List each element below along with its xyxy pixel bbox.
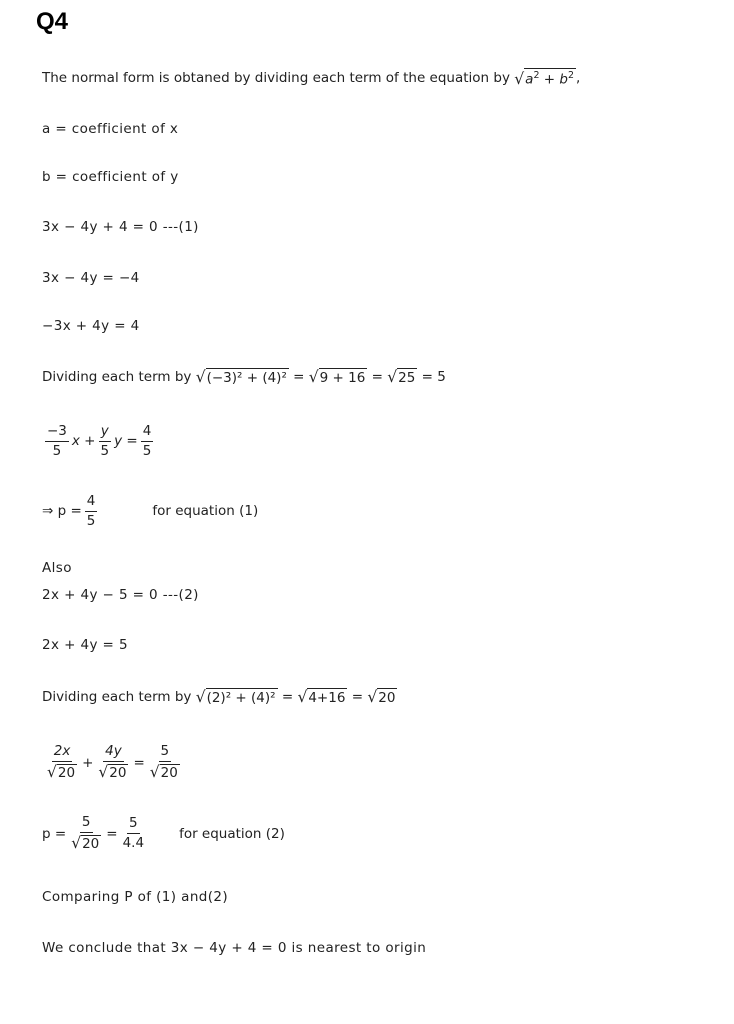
definition-a: a = coefficient of x — [42, 121, 179, 137]
p-value-1 — [42, 494, 258, 529]
divide-2-equals-a: = — [281, 689, 294, 705]
p-lhs: ⇒ p = — [42, 503, 82, 520]
divide-2-radicand-2: 4+16 — [308, 690, 346, 706]
y-term: y = — [114, 433, 138, 450]
divide-1-equals-a: = — [293, 369, 305, 385]
divide-1-equals-b: = — [371, 369, 383, 385]
intro-sqrt: √ $a^2 + b^2$ — [514, 69, 574, 88]
equation-1-step-3: −3x + 4y = 4 — [42, 318, 140, 334]
fraction-numerator: y — [99, 424, 111, 442]
p-note: for equation (2) — [179, 825, 285, 842]
equation-1-step-2: 3x − 4y = −4 — [42, 270, 140, 286]
intro-text: The normal form is obtaned by dividing each term of the equation by — [42, 69, 510, 86]
divide-1-sqrt-b: √ 9 + 16 — [308, 368, 366, 387]
divide-1-radicand-2: 9 + 16 — [319, 370, 366, 386]
fraction-4-over-5 — [85, 494, 98, 529]
divide-2-sqrt-b: √ 4+16 — [297, 688, 346, 707]
divide-1-sqrt-c: √ 25 — [387, 368, 416, 387]
divide-2-equals-b: = — [351, 689, 364, 705]
divide-2-radicand-3: 20 — [378, 690, 396, 706]
divide-1-radicand-3: 25 — [398, 370, 416, 386]
also-label: Also — [42, 560, 72, 576]
fraction-denominator: 5 — [52, 442, 62, 459]
fraction-denominator: 4.4 — [122, 835, 145, 851]
divide-2-radicand: (2)² + (4)² — [206, 690, 276, 706]
fraction-denominator: 20 — [160, 764, 178, 781]
intro-tail: , — [575, 69, 581, 86]
fraction-numerator: 2x — [52, 744, 73, 762]
p-lhs: p = — [42, 825, 67, 842]
intro-line — [42, 68, 580, 88]
fraction-4y-over-sqrt20: 4y √ 20 — [98, 743, 127, 782]
equation-1: 3x − 4y + 4 = 0 ---(1) — [42, 219, 199, 235]
divide-line-1 — [42, 368, 446, 386]
equals-sign: = — [106, 825, 118, 842]
fraction-minus3-over-5 — [45, 424, 69, 459]
divide-2-sqrt-a: √ (2)² + (4)² — [195, 688, 276, 707]
fraction-numerator: 5 — [127, 816, 140, 834]
comparison-line: Comparing P of (1) and(2) — [42, 889, 229, 905]
fraction-5-over-4-4 — [121, 816, 146, 851]
intro-plus: + — [543, 71, 556, 88]
fraction-denominator: 20 — [109, 764, 127, 781]
fraction-4-over-5 — [141, 424, 154, 459]
p-note: for equation (1) — [152, 503, 259, 520]
intro-b-exponent: 2 — [567, 70, 574, 81]
fraction-denominator: 5 — [86, 512, 96, 529]
divide-1-result: = 5 — [421, 369, 446, 385]
divide-2-label: Dividing each term by — [42, 689, 192, 705]
fraction-numerator: −3 — [45, 424, 69, 442]
divide-2-sqrt-c: √ 20 — [367, 688, 396, 707]
fraction-numerator: 5 — [80, 815, 93, 833]
divide-1-sqrt-a: √ (−3)² + (4)² — [195, 368, 287, 387]
equation-2: 2x + 4y − 5 = 0 ---(2) — [42, 587, 199, 603]
fraction-numerator: 5 — [159, 744, 172, 762]
fraction-numerator: 4 — [141, 424, 154, 442]
x-term: x + — [71, 433, 96, 450]
fraction-2x-over-sqrt20: 2x √ 20 — [47, 743, 76, 782]
divide-1-radicand: (−3)² + (4)² — [206, 370, 287, 386]
divide-line-2 — [42, 688, 397, 706]
fraction-numerator: 4y — [103, 744, 124, 762]
question-title: Q4 — [36, 8, 69, 35]
fraction-y-over-5 — [99, 424, 112, 459]
p-value-2 — [42, 815, 285, 852]
conclusion-line: We conclude that 3x − 4y + 4 = 0 is nearest to origin — [42, 940, 427, 956]
divide-1-label: Dividing each term by — [42, 369, 192, 385]
definition-b: b = coefficient of y — [42, 169, 179, 185]
fraction-numerator: 4 — [85, 494, 98, 512]
fraction-5-over-sqrt20: 5 √ 20 — [149, 743, 178, 782]
fraction-5-over-sqrt20: 5 √ 20 — [71, 814, 100, 853]
equals-sign: = — [133, 754, 145, 771]
fraction-denominator: 20 — [57, 764, 76, 781]
plus-sign: + — [82, 754, 94, 771]
fraction-denominator: 5 — [100, 442, 110, 459]
intro-a-exponent: 2 — [533, 70, 540, 81]
fraction-denominator: 20 — [82, 835, 100, 852]
intro-a-symbol: a — [525, 71, 534, 88]
equation-2-step-2: 2x + 4y = 5 — [42, 637, 128, 653]
normal-form-2 — [42, 744, 185, 781]
normal-form-1 — [42, 424, 156, 459]
intro-b-symbol: b — [559, 71, 568, 88]
fraction-denominator: 5 — [142, 442, 152, 459]
